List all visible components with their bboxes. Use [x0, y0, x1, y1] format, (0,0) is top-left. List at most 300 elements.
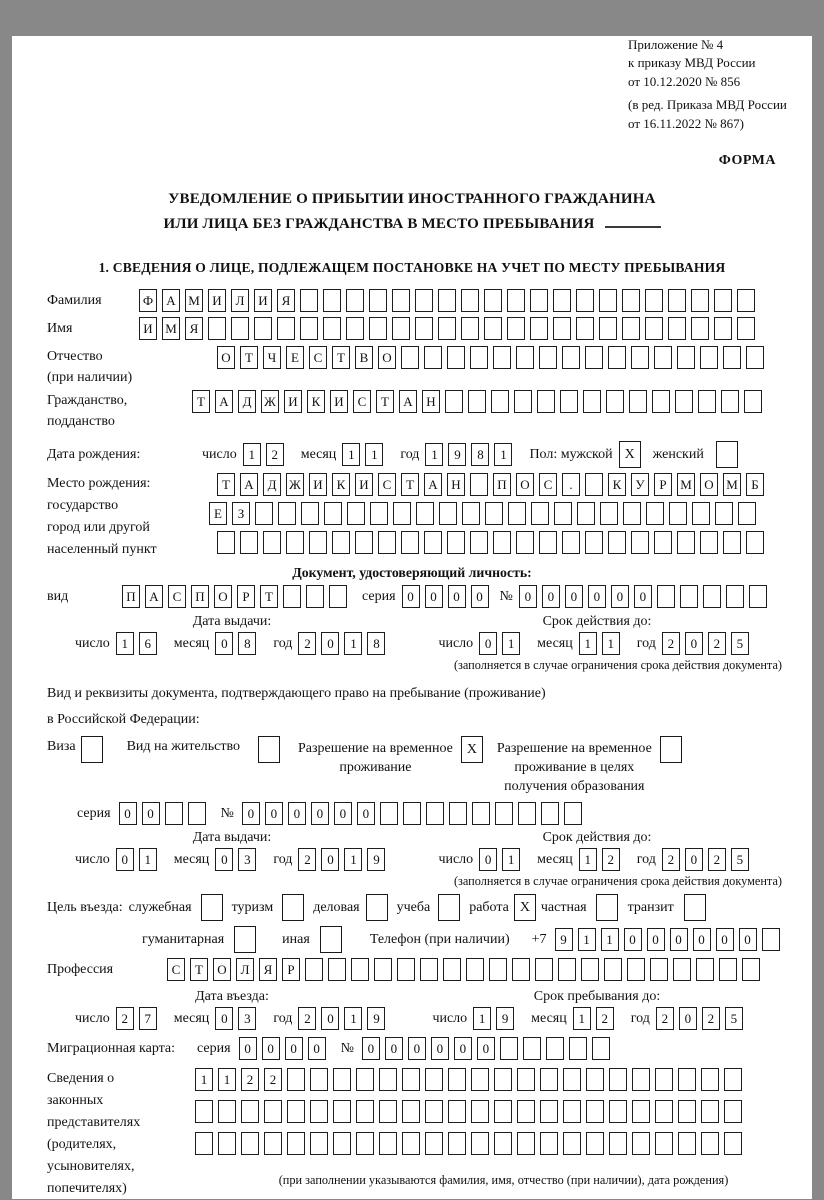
- char-cell[interactable]: 1: [573, 1007, 591, 1030]
- char-cell[interactable]: 0: [215, 632, 233, 655]
- char-cell[interactable]: [507, 289, 525, 312]
- char-cell[interactable]: [301, 502, 319, 525]
- char-cell[interactable]: 2: [662, 632, 680, 655]
- char-cell[interactable]: [254, 317, 272, 340]
- char-cell[interactable]: 0: [285, 1037, 303, 1060]
- char-cell[interactable]: 9: [367, 1007, 385, 1030]
- char-cell[interactable]: 1: [502, 848, 520, 871]
- char-cell[interactable]: 1: [344, 632, 362, 655]
- char-cell[interactable]: [484, 289, 502, 312]
- char-cell[interactable]: [470, 531, 488, 554]
- char-cell[interactable]: [512, 958, 530, 981]
- char-cell[interactable]: Я: [185, 317, 203, 340]
- char-cell[interactable]: [484, 317, 502, 340]
- char-cell[interactable]: 0: [116, 848, 134, 871]
- char-cell[interactable]: 0: [385, 1037, 403, 1060]
- char-cell[interactable]: Я: [277, 289, 295, 312]
- temp-residence-education-checkbox[interactable]: [660, 736, 682, 763]
- char-cell[interactable]: [241, 1132, 259, 1155]
- char-cell[interactable]: [310, 1068, 328, 1091]
- char-cell[interactable]: [668, 317, 686, 340]
- char-cell[interactable]: [645, 317, 663, 340]
- char-cell[interactable]: [723, 346, 741, 369]
- char-cell[interactable]: К: [307, 390, 325, 413]
- char-cell[interactable]: 0: [693, 928, 711, 951]
- char-cell[interactable]: [370, 502, 388, 525]
- char-cell[interactable]: [563, 1100, 581, 1123]
- char-cell[interactable]: [738, 502, 756, 525]
- char-cell[interactable]: [560, 390, 578, 413]
- char-cell[interactable]: [392, 317, 410, 340]
- char-cell[interactable]: Е: [209, 502, 227, 525]
- char-cell[interactable]: [691, 289, 709, 312]
- char-cell[interactable]: [424, 531, 442, 554]
- char-cell[interactable]: [554, 502, 572, 525]
- char-cell[interactable]: 1: [342, 443, 360, 466]
- char-cell[interactable]: [448, 1100, 466, 1123]
- char-cell[interactable]: [609, 1068, 627, 1091]
- char-cell[interactable]: [393, 502, 411, 525]
- char-cell[interactable]: 0: [402, 585, 420, 608]
- char-cell[interactable]: [401, 531, 419, 554]
- char-cell[interactable]: [677, 346, 695, 369]
- char-cell[interactable]: [493, 346, 511, 369]
- char-cell[interactable]: [746, 531, 764, 554]
- char-cell[interactable]: [577, 502, 595, 525]
- char-cell[interactable]: [415, 289, 433, 312]
- char-cell[interactable]: Т: [192, 390, 210, 413]
- char-cell[interactable]: 0: [242, 802, 260, 825]
- char-cell[interactable]: 2: [266, 443, 284, 466]
- char-cell[interactable]: 0: [265, 802, 283, 825]
- char-cell[interactable]: 0: [334, 802, 352, 825]
- char-cell[interactable]: 2: [241, 1068, 259, 1091]
- char-cell[interactable]: [425, 1132, 443, 1155]
- char-cell[interactable]: [650, 958, 668, 981]
- char-cell[interactable]: Л: [231, 289, 249, 312]
- char-cell[interactable]: [599, 289, 617, 312]
- char-cell[interactable]: 1: [502, 632, 520, 655]
- char-cell[interactable]: [240, 531, 258, 554]
- char-cell[interactable]: [655, 1132, 673, 1155]
- char-cell[interactable]: [347, 502, 365, 525]
- char-cell[interactable]: О: [378, 346, 396, 369]
- char-cell[interactable]: 1: [578, 928, 596, 951]
- char-cell[interactable]: [691, 317, 709, 340]
- char-cell[interactable]: И: [254, 289, 272, 312]
- sex-female-checkbox[interactable]: [716, 441, 738, 468]
- char-cell[interactable]: О: [217, 346, 235, 369]
- char-cell[interactable]: [696, 958, 714, 981]
- char-cell[interactable]: [700, 531, 718, 554]
- char-cell[interactable]: [309, 531, 327, 554]
- char-cell[interactable]: [703, 585, 721, 608]
- char-cell[interactable]: [472, 802, 490, 825]
- char-cell[interactable]: [692, 502, 710, 525]
- char-cell[interactable]: [632, 1132, 650, 1155]
- char-cell[interactable]: 2: [702, 1007, 720, 1030]
- char-cell[interactable]: [351, 958, 369, 981]
- char-cell[interactable]: [310, 1132, 328, 1155]
- char-cell[interactable]: [553, 289, 571, 312]
- char-cell[interactable]: [654, 531, 672, 554]
- char-cell[interactable]: З: [232, 502, 250, 525]
- char-cell[interactable]: О: [214, 585, 232, 608]
- char-cell[interactable]: 0: [357, 802, 375, 825]
- char-cell[interactable]: [714, 289, 732, 312]
- char-cell[interactable]: 0: [431, 1037, 449, 1060]
- char-cell[interactable]: [540, 1068, 558, 1091]
- char-cell[interactable]: С: [309, 346, 327, 369]
- char-cell[interactable]: [471, 1132, 489, 1155]
- char-cell[interactable]: [540, 1132, 558, 1155]
- char-cell[interactable]: 0: [471, 585, 489, 608]
- char-cell[interactable]: [471, 1068, 489, 1091]
- char-cell[interactable]: 1: [579, 632, 597, 655]
- char-cell[interactable]: [762, 928, 780, 951]
- char-cell[interactable]: [586, 1100, 604, 1123]
- char-cell[interactable]: [678, 1132, 696, 1155]
- char-cell[interactable]: 9: [496, 1007, 514, 1030]
- char-cell[interactable]: [447, 346, 465, 369]
- char-cell[interactable]: [655, 1068, 673, 1091]
- visa-checkbox[interactable]: [81, 736, 103, 763]
- sex-male-checkbox[interactable]: X: [619, 441, 641, 468]
- char-cell[interactable]: М: [185, 289, 203, 312]
- purpose-transit-checkbox[interactable]: [684, 894, 706, 921]
- char-cell[interactable]: [586, 1068, 604, 1091]
- char-cell[interactable]: [461, 289, 479, 312]
- char-cell[interactable]: [287, 1100, 305, 1123]
- char-cell[interactable]: 3: [238, 1007, 256, 1030]
- char-cell[interactable]: С: [167, 958, 185, 981]
- char-cell[interactable]: [218, 1132, 236, 1155]
- char-cell[interactable]: 5: [731, 632, 749, 655]
- char-cell[interactable]: 2: [596, 1007, 614, 1030]
- char-cell[interactable]: [439, 502, 457, 525]
- char-cell[interactable]: [329, 585, 347, 608]
- char-cell[interactable]: [558, 958, 576, 981]
- char-cell[interactable]: И: [284, 390, 302, 413]
- char-cell[interactable]: [416, 502, 434, 525]
- char-cell[interactable]: 0: [519, 585, 537, 608]
- char-cell[interactable]: А: [215, 390, 233, 413]
- char-cell[interactable]: 8: [238, 632, 256, 655]
- char-cell[interactable]: [724, 1100, 742, 1123]
- char-cell[interactable]: [448, 1132, 466, 1155]
- char-cell[interactable]: [700, 346, 718, 369]
- char-cell[interactable]: [333, 1068, 351, 1091]
- char-cell[interactable]: [324, 502, 342, 525]
- char-cell[interactable]: 2: [662, 848, 680, 871]
- char-cell[interactable]: 1: [601, 928, 619, 951]
- char-cell[interactable]: [646, 502, 664, 525]
- char-cell[interactable]: 0: [479, 848, 497, 871]
- char-cell[interactable]: [631, 346, 649, 369]
- char-cell[interactable]: [675, 390, 693, 413]
- char-cell[interactable]: [494, 1132, 512, 1155]
- char-cell[interactable]: [530, 289, 548, 312]
- char-cell[interactable]: [470, 473, 488, 496]
- char-cell[interactable]: Д: [263, 473, 281, 496]
- char-cell[interactable]: 2: [602, 848, 620, 871]
- char-cell[interactable]: Р: [654, 473, 672, 496]
- char-cell[interactable]: [218, 1100, 236, 1123]
- char-cell[interactable]: [541, 802, 559, 825]
- char-cell[interactable]: П: [191, 585, 209, 608]
- char-cell[interactable]: [622, 317, 640, 340]
- char-cell[interactable]: [402, 1100, 420, 1123]
- char-cell[interactable]: [379, 1132, 397, 1155]
- char-cell[interactable]: [623, 502, 641, 525]
- char-cell[interactable]: [401, 346, 419, 369]
- char-cell[interactable]: [608, 346, 626, 369]
- char-cell[interactable]: [539, 531, 557, 554]
- char-cell[interactable]: [539, 346, 557, 369]
- char-cell[interactable]: С: [378, 473, 396, 496]
- char-cell[interactable]: П: [122, 585, 140, 608]
- char-cell[interactable]: [379, 1100, 397, 1123]
- char-cell[interactable]: А: [399, 390, 417, 413]
- char-cell[interactable]: [652, 390, 670, 413]
- char-cell[interactable]: [563, 1132, 581, 1155]
- char-cell[interactable]: 1: [139, 848, 157, 871]
- char-cell[interactable]: 0: [454, 1037, 472, 1060]
- char-cell[interactable]: 2: [298, 632, 316, 655]
- char-cell[interactable]: [306, 585, 324, 608]
- char-cell[interactable]: [742, 958, 760, 981]
- char-cell[interactable]: [737, 289, 755, 312]
- char-cell[interactable]: [217, 531, 235, 554]
- char-cell[interactable]: [415, 317, 433, 340]
- char-cell[interactable]: 0: [634, 585, 652, 608]
- char-cell[interactable]: 0: [477, 1037, 495, 1060]
- char-cell[interactable]: 9: [367, 848, 385, 871]
- char-cell[interactable]: [494, 1100, 512, 1123]
- char-cell[interactable]: [599, 317, 617, 340]
- temp-residence-permit-checkbox[interactable]: X: [461, 736, 483, 763]
- char-cell[interactable]: 0: [685, 848, 703, 871]
- char-cell[interactable]: [346, 317, 364, 340]
- char-cell[interactable]: 1: [218, 1068, 236, 1091]
- char-cell[interactable]: [581, 958, 599, 981]
- char-cell[interactable]: 0: [685, 632, 703, 655]
- char-cell[interactable]: И: [330, 390, 348, 413]
- char-cell[interactable]: 0: [288, 802, 306, 825]
- char-cell[interactable]: [576, 317, 594, 340]
- char-cell[interactable]: [425, 1100, 443, 1123]
- char-cell[interactable]: [264, 1132, 282, 1155]
- char-cell[interactable]: [356, 1132, 374, 1155]
- char-cell[interactable]: 9: [555, 928, 573, 951]
- char-cell[interactable]: Л: [236, 958, 254, 981]
- char-cell[interactable]: 1: [195, 1068, 213, 1091]
- char-cell[interactable]: 0: [408, 1037, 426, 1060]
- char-cell[interactable]: [300, 289, 318, 312]
- char-cell[interactable]: [518, 802, 536, 825]
- char-cell[interactable]: [195, 1132, 213, 1155]
- char-cell[interactable]: [562, 531, 580, 554]
- char-cell[interactable]: 1: [425, 443, 443, 466]
- char-cell[interactable]: [517, 1068, 535, 1091]
- purpose-study-checkbox[interactable]: [438, 894, 460, 921]
- char-cell[interactable]: [632, 1100, 650, 1123]
- purpose-private-checkbox[interactable]: [596, 894, 618, 921]
- char-cell[interactable]: [323, 317, 341, 340]
- char-cell[interactable]: А: [145, 585, 163, 608]
- char-cell[interactable]: 0: [215, 1007, 233, 1030]
- char-cell[interactable]: 0: [321, 632, 339, 655]
- char-cell[interactable]: [447, 531, 465, 554]
- char-cell[interactable]: 1: [579, 848, 597, 871]
- char-cell[interactable]: 0: [142, 802, 160, 825]
- char-cell[interactable]: 0: [679, 1007, 697, 1030]
- char-cell[interactable]: 2: [708, 848, 726, 871]
- char-cell[interactable]: [287, 1132, 305, 1155]
- char-cell[interactable]: [564, 802, 582, 825]
- char-cell[interactable]: 0: [362, 1037, 380, 1060]
- char-cell[interactable]: [287, 1068, 305, 1091]
- char-cell[interactable]: [494, 1068, 512, 1091]
- char-cell[interactable]: [493, 531, 511, 554]
- char-cell[interactable]: [627, 958, 645, 981]
- char-cell[interactable]: Т: [376, 390, 394, 413]
- char-cell[interactable]: 0: [425, 585, 443, 608]
- char-cell[interactable]: [673, 958, 691, 981]
- char-cell[interactable]: 0: [119, 802, 137, 825]
- char-cell[interactable]: [208, 317, 226, 340]
- char-cell[interactable]: [392, 289, 410, 312]
- char-cell[interactable]: [604, 958, 622, 981]
- char-cell[interactable]: 1: [602, 632, 620, 655]
- char-cell[interactable]: Ф: [139, 289, 157, 312]
- char-cell[interactable]: С: [539, 473, 557, 496]
- char-cell[interactable]: 2: [298, 1007, 316, 1030]
- char-cell[interactable]: Н: [422, 390, 440, 413]
- char-cell[interactable]: И: [355, 473, 373, 496]
- char-cell[interactable]: [403, 802, 421, 825]
- char-cell[interactable]: [657, 585, 675, 608]
- char-cell[interactable]: [165, 802, 183, 825]
- char-cell[interactable]: [195, 1100, 213, 1123]
- char-cell[interactable]: 0: [647, 928, 665, 951]
- char-cell[interactable]: У: [631, 473, 649, 496]
- char-cell[interactable]: Ч: [263, 346, 281, 369]
- char-cell[interactable]: [701, 1068, 719, 1091]
- char-cell[interactable]: [466, 958, 484, 981]
- char-cell[interactable]: Т: [401, 473, 419, 496]
- char-cell[interactable]: [449, 802, 467, 825]
- char-cell[interactable]: [255, 502, 273, 525]
- purpose-official-checkbox[interactable]: [201, 894, 223, 921]
- char-cell[interactable]: Ж: [261, 390, 279, 413]
- char-cell[interactable]: [397, 958, 415, 981]
- char-cell[interactable]: [654, 346, 672, 369]
- purpose-humanitarian-checkbox[interactable]: [234, 926, 256, 953]
- char-cell[interactable]: [714, 317, 732, 340]
- char-cell[interactable]: [402, 1132, 420, 1155]
- char-cell[interactable]: И: [208, 289, 226, 312]
- char-cell[interactable]: [264, 1100, 282, 1123]
- char-cell[interactable]: [277, 317, 295, 340]
- char-cell[interactable]: [305, 958, 323, 981]
- char-cell[interactable]: [726, 585, 744, 608]
- char-cell[interactable]: [369, 289, 387, 312]
- char-cell[interactable]: [553, 317, 571, 340]
- char-cell[interactable]: Е: [286, 346, 304, 369]
- char-cell[interactable]: Я: [259, 958, 277, 981]
- char-cell[interactable]: О: [700, 473, 718, 496]
- char-cell[interactable]: Т: [240, 346, 258, 369]
- char-cell[interactable]: [576, 289, 594, 312]
- char-cell[interactable]: 8: [471, 443, 489, 466]
- char-cell[interactable]: А: [424, 473, 442, 496]
- char-cell[interactable]: [715, 502, 733, 525]
- char-cell[interactable]: [609, 1132, 627, 1155]
- char-cell[interactable]: [378, 531, 396, 554]
- char-cell[interactable]: О: [213, 958, 231, 981]
- char-cell[interactable]: О: [516, 473, 534, 496]
- char-cell[interactable]: 0: [239, 1037, 257, 1060]
- char-cell[interactable]: Д: [238, 390, 256, 413]
- char-cell[interactable]: [678, 1068, 696, 1091]
- char-cell[interactable]: [546, 1037, 564, 1060]
- char-cell[interactable]: [470, 346, 488, 369]
- char-cell[interactable]: [608, 531, 626, 554]
- char-cell[interactable]: А: [240, 473, 258, 496]
- char-cell[interactable]: 1: [344, 1007, 362, 1030]
- char-cell[interactable]: [585, 346, 603, 369]
- char-cell[interactable]: [508, 502, 526, 525]
- char-cell[interactable]: [489, 958, 507, 981]
- char-cell[interactable]: [328, 958, 346, 981]
- char-cell[interactable]: М: [723, 473, 741, 496]
- char-cell[interactable]: [471, 1100, 489, 1123]
- char-cell[interactable]: [310, 1100, 328, 1123]
- char-cell[interactable]: 2: [264, 1068, 282, 1091]
- char-cell[interactable]: [278, 502, 296, 525]
- char-cell[interactable]: [286, 531, 304, 554]
- char-cell[interactable]: [586, 1132, 604, 1155]
- char-cell[interactable]: [426, 802, 444, 825]
- char-cell[interactable]: [300, 317, 318, 340]
- char-cell[interactable]: 0: [321, 1007, 339, 1030]
- char-cell[interactable]: С: [168, 585, 186, 608]
- char-cell[interactable]: [188, 802, 206, 825]
- char-cell[interactable]: 0: [565, 585, 583, 608]
- char-cell[interactable]: [438, 317, 456, 340]
- char-cell[interactable]: [500, 1037, 518, 1060]
- char-cell[interactable]: [609, 1100, 627, 1123]
- char-cell[interactable]: [402, 1068, 420, 1091]
- char-cell[interactable]: Т: [217, 473, 235, 496]
- char-cell[interactable]: [424, 346, 442, 369]
- char-cell[interactable]: 1: [365, 443, 383, 466]
- char-cell[interactable]: К: [332, 473, 350, 496]
- char-cell[interactable]: 1: [494, 443, 512, 466]
- char-cell[interactable]: [744, 390, 762, 413]
- char-cell[interactable]: [485, 502, 503, 525]
- char-cell[interactable]: [448, 1068, 466, 1091]
- char-cell[interactable]: [333, 1100, 351, 1123]
- char-cell[interactable]: М: [677, 473, 695, 496]
- char-cell[interactable]: [356, 1100, 374, 1123]
- char-cell[interactable]: [379, 1068, 397, 1091]
- char-cell[interactable]: 3: [238, 848, 256, 871]
- char-cell[interactable]: [645, 289, 663, 312]
- char-cell[interactable]: [495, 802, 513, 825]
- char-cell[interactable]: 0: [611, 585, 629, 608]
